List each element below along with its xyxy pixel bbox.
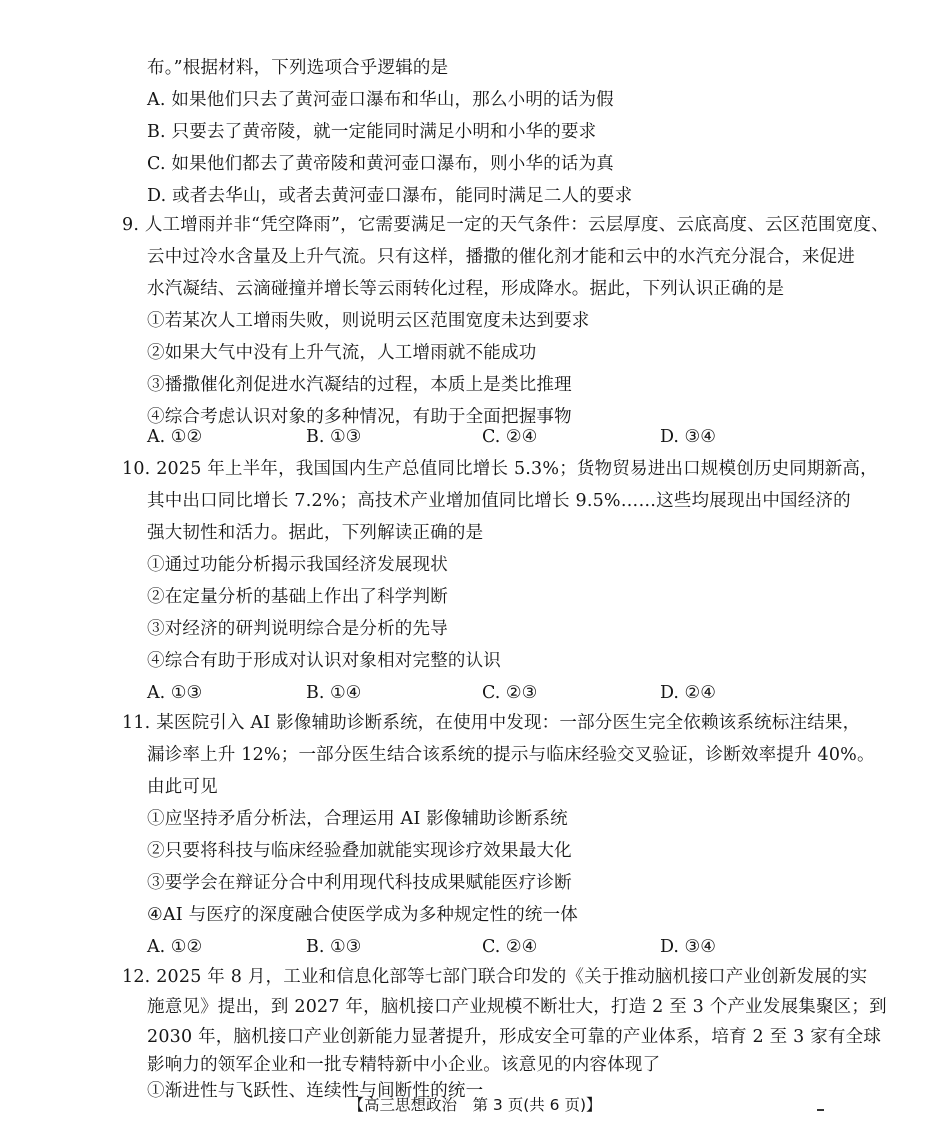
q9-stem-line-1: 9. 人工增雨并非“凭空降雨”，它需要满足一定的天气条件：云层厚度、云底高度、云区范围宽度、 — [122, 215, 889, 235]
q12-stem-line-4: 影响力的领军企业和一批专精特新中小企业。该意见的内容体现了 — [147, 1055, 661, 1075]
q10-item-1: ①通过功能分析揭示我国经济发展现状 — [147, 555, 448, 575]
q8-option-c: C. 如果他们都去了黄帝陵和黄河壶口瀑布，则小华的话为真 — [147, 154, 614, 174]
q8-stem-end: 布。”根据材料，下列选项合乎逻辑的是 — [147, 58, 449, 78]
q10-stem-line-3: 强大韧性和活力。据此，下列解读正确的是 — [147, 523, 484, 543]
q9-choices — [0, 426, 950, 448]
q11-stem-line-2: 漏诊率上升 12%；一部分医生结合该系统的提示与临床经验交叉验证，诊断效率提升 40%。 — [147, 745, 875, 765]
q9-stem-line-2: 云中过冷水含量及上升气流。只有这样，播撒的催化剂才能和云中的水汽充分混合，来促进 — [147, 247, 855, 267]
page-corner-mark — [817, 1109, 824, 1111]
q10-item-2: ②在定量分析的基础上作出了科学判断 — [147, 587, 448, 607]
q10-choice-b: B. ①④ — [306, 683, 362, 703]
q11-item-3: ③要学会在辩证分合中利用现代科技成果赋能医疗诊断 — [147, 873, 572, 893]
q9-item-1: ①若某次人工增雨失败，则说明云区范围宽度未达到要求 — [147, 311, 590, 331]
q11-stem-line-1: 11. 某医院引入 AI 影像辅助诊断系统，在使用中发现：一部分医生完全依赖该系统标注结果， — [122, 713, 861, 733]
q10-choice-d: D. ②④ — [660, 683, 716, 703]
q9-item-4: ④综合考虑认识对象的多种情况，有助于全面把握事物 — [147, 407, 572, 427]
q12-stem-line-3: 2030 年，脑机接口产业创新能力显著提升，形成安全可靠的产业体系，培育 2 至 3 家有全球 — [147, 1027, 882, 1047]
page-footer: 【高三思想政治 第 3 页(共 6 页)】 — [348, 1096, 602, 1114]
q10-stem-line-2: 其中出口同比增长 7.2%；高技术产业增加值同比增长 9.5%……这些均展现出中国经济的 — [147, 491, 851, 511]
q8-option-b: B. 只要去了黄帝陵，就一定能同时满足小明和小华的要求 — [147, 122, 597, 142]
q10-stem-line-1: 10. 2025 年上半年，我国国内生产总值同比增长 5.3%；货物贸易进出口规模创历史同期新高， — [122, 459, 878, 479]
q10-choice-c: C. ②③ — [482, 683, 538, 703]
q9-item-3: ③播撒催化剂促进水汽凝结的过程，本质上是类比推理 — [147, 375, 572, 395]
q9-item-2: ②如果大气中没有上升气流，人工增雨就不能成功 — [147, 343, 537, 363]
q9-choice-c: C. ②④ — [482, 427, 538, 447]
q11-stem-line-3: 由此可见 — [147, 777, 218, 797]
q11-choice-b: B. ①③ — [306, 937, 362, 957]
q11-choice-d: D. ③④ — [660, 937, 716, 957]
q11-choice-a: A. ①② — [147, 937, 203, 957]
q11-choices — [0, 936, 950, 958]
q9-stem-line-3: 水汽凝结、云滴碰撞并增长等云雨转化过程，形成降水。据此，下列认识正确的是 — [147, 279, 785, 299]
q10-choice-a: A. ①③ — [147, 683, 203, 703]
q8-option-a: A. 如果他们只去了黄河壶口瀑布和华山，那么小明的话为假 — [147, 90, 614, 110]
q10-choices — [0, 682, 950, 704]
q11-item-2: ②只要将科技与临床经验叠加就能实现诊疗效果最大化 — [147, 841, 572, 861]
q11-item-4: ④AI 与医疗的深度融合使医学成为多种规定性的统一体 — [147, 905, 579, 925]
q12-stem-line-1: 12. 2025 年 8 月，工业和信息化部等七部门联合印发的《关于推动脑机接口产业创新发展的实 — [122, 967, 868, 987]
q9-choice-d: D. ③④ — [660, 427, 716, 447]
q12-item-1: ①渐进性与飞跃性、连续性与间断性的统一 — [147, 1081, 484, 1101]
q9-choice-b: B. ①③ — [306, 427, 362, 447]
q12-stem-line-2: 施意见》提出，到 2027 年，脑机接口产业规模不断壮大，打造 2 至 3 个产业发展集聚区；到 — [147, 997, 887, 1017]
q11-choice-c: C. ②④ — [482, 937, 538, 957]
q10-item-4: ④综合有助于形成对认识对象相对完整的认识 — [147, 651, 501, 671]
q10-item-3: ③对经济的研判说明综合是分析的先导 — [147, 619, 448, 639]
q8-option-d: D. 或者去华山，或者去黄河壶口瀑布，能同时满足二人的要求 — [147, 186, 633, 206]
q9-choice-a: A. ①② — [147, 427, 203, 447]
q11-item-1: ①应坚持矛盾分析法，合理运用 AI 影像辅助诊断系统 — [147, 809, 568, 829]
